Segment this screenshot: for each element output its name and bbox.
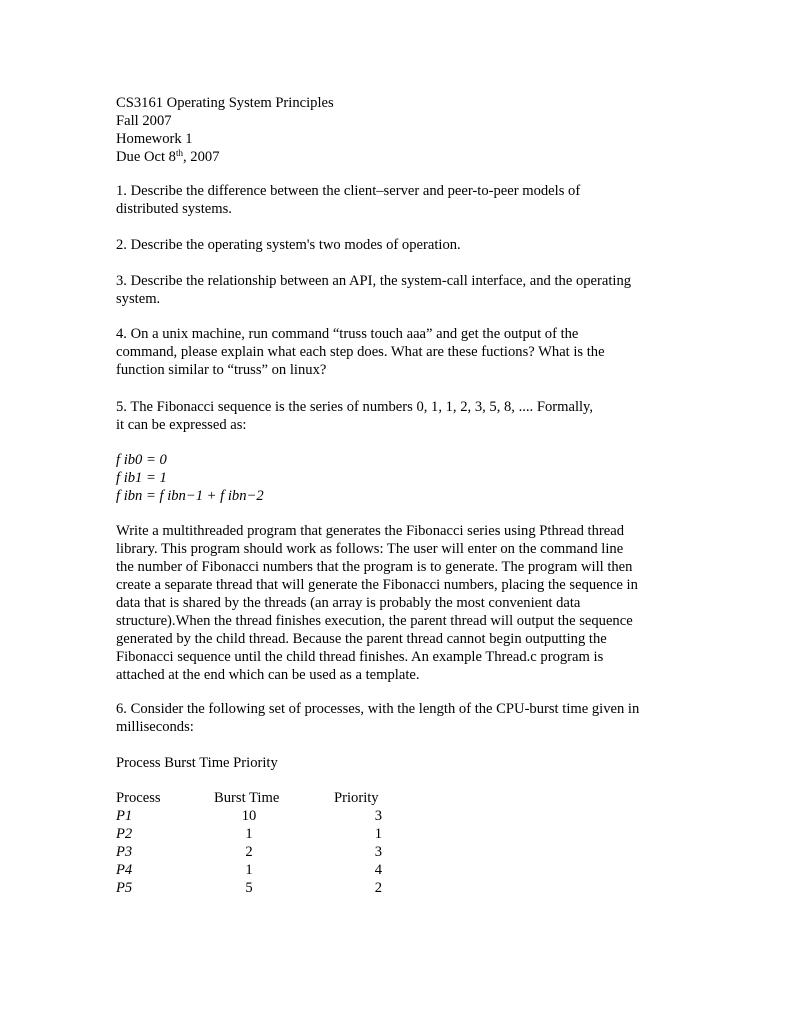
cell-process: P2 <box>116 826 133 842</box>
assignment-title: Homework 1 <box>116 131 193 147</box>
cell-burst-time: 5 <box>245 880 253 896</box>
question-2-line-1: 2. Describe the operating system's two modes of operation. <box>116 237 461 253</box>
question-4-line-2: command, please explain what each step does. What are these fuctions? What is the <box>116 344 605 360</box>
cell-process: P4 <box>116 862 133 878</box>
question-2 <box>116 236 686 254</box>
cell-process: P1 <box>116 808 133 824</box>
cell-priority: 4 <box>374 862 382 878</box>
course-title: CS3161 Operating System Principles <box>116 95 334 111</box>
table-row <box>116 807 396 825</box>
question-3-line-1: 3. Describe the relationship between an API, the system-call interface, and the operating <box>116 273 632 289</box>
table-caption <box>116 754 686 772</box>
question-4-line-1: 4. On a unix machine, run command “truss touch aaa” and get the output of the <box>116 326 579 342</box>
formula-fibn: f ibn = f ibn−1 + f ibn−2 <box>116 488 264 504</box>
due-date-prefix: Due Oct 8 <box>116 149 176 165</box>
paragraph-line: library. This program should work as follows: The user will enter on the command line <box>116 541 624 557</box>
table-row <box>116 879 396 897</box>
question-1-line-1: 1. Describe the difference between the client–server and peer-to-peer models of <box>116 183 581 199</box>
table-header-row <box>116 789 396 807</box>
document-header <box>116 94 686 166</box>
table-row <box>116 843 396 861</box>
question-6 <box>116 700 686 736</box>
due-date-ordinal: th <box>175 148 183 158</box>
cell-process: P3 <box>116 844 133 860</box>
cell-process: P5 <box>116 880 133 896</box>
formula-fib1: f ib1 = 1 <box>116 470 167 486</box>
header-priority: Priority <box>334 790 379 806</box>
table-caption-text: Process Burst Time Priority <box>116 755 278 771</box>
question-6-line-2: milliseconds: <box>116 719 194 735</box>
question-5-paragraph <box>116 522 686 684</box>
paragraph-line: data that is shared by the threads (an array is probably the most convenient data <box>116 595 581 611</box>
cell-burst-time: 1 <box>245 862 253 878</box>
cell-priority: 3 <box>374 844 382 860</box>
fibonacci-formulas <box>116 451 686 505</box>
header-burst-time: Burst Time <box>214 790 280 806</box>
term: Fall 2007 <box>116 113 172 129</box>
process-table <box>116 789 396 897</box>
question-5 <box>116 398 686 434</box>
paragraph-line: the number of Fibonacci numbers that the program is to generate. The program will then <box>116 559 633 575</box>
cell-priority: 2 <box>374 880 382 896</box>
table-row <box>116 825 396 843</box>
question-4 <box>116 325 686 379</box>
question-1-line-2: distributed systems. <box>116 201 232 217</box>
cell-burst-time: 1 <box>245 826 253 842</box>
question-4-line-3: function similar to “truss” on linux? <box>116 362 327 378</box>
paragraph-line: generated by the child thread. Because the parent thread cannot begin outputting the <box>116 631 607 647</box>
question-3 <box>116 272 686 308</box>
cell-priority: 3 <box>374 808 382 824</box>
cell-priority: 1 <box>374 826 382 842</box>
header-process: Process <box>116 790 161 806</box>
formula-fib0: f ib0 = 0 <box>116 452 167 468</box>
paragraph-line: Fibonacci sequence until the child thread finishes. An example Thread.c program is <box>116 649 604 665</box>
cell-burst-time: 2 <box>245 844 253 860</box>
due-date-suffix: , 2007 <box>183 149 220 165</box>
due-date <box>116 148 686 166</box>
question-1 <box>116 182 686 218</box>
question-3-line-2: system. <box>116 291 161 307</box>
paragraph-line: attached at the end which can be used as a template. <box>116 667 420 683</box>
question-6-line-1: 6. Consider the following set of processes, with the length of the CPU-burst time given in <box>116 701 640 717</box>
table-row <box>116 861 396 879</box>
paragraph-line: Write a multithreaded program that generates the Fibonacci series using Pthread thread <box>116 523 624 539</box>
question-5-line-1: 5. The Fibonacci sequence is the series of numbers 0, 1, 1, 2, 3, 5, 8, .... Formally, <box>116 399 594 415</box>
paragraph-line: structure).When the thread finishes execution, the parent thread will output the sequence <box>116 613 633 629</box>
cell-burst-time: 10 <box>241 808 257 824</box>
question-5-line-2: it can be expressed as: <box>116 417 247 433</box>
paragraph-line: create a separate thread that will generate the Fibonacci numbers, placing the sequence in <box>116 577 638 593</box>
